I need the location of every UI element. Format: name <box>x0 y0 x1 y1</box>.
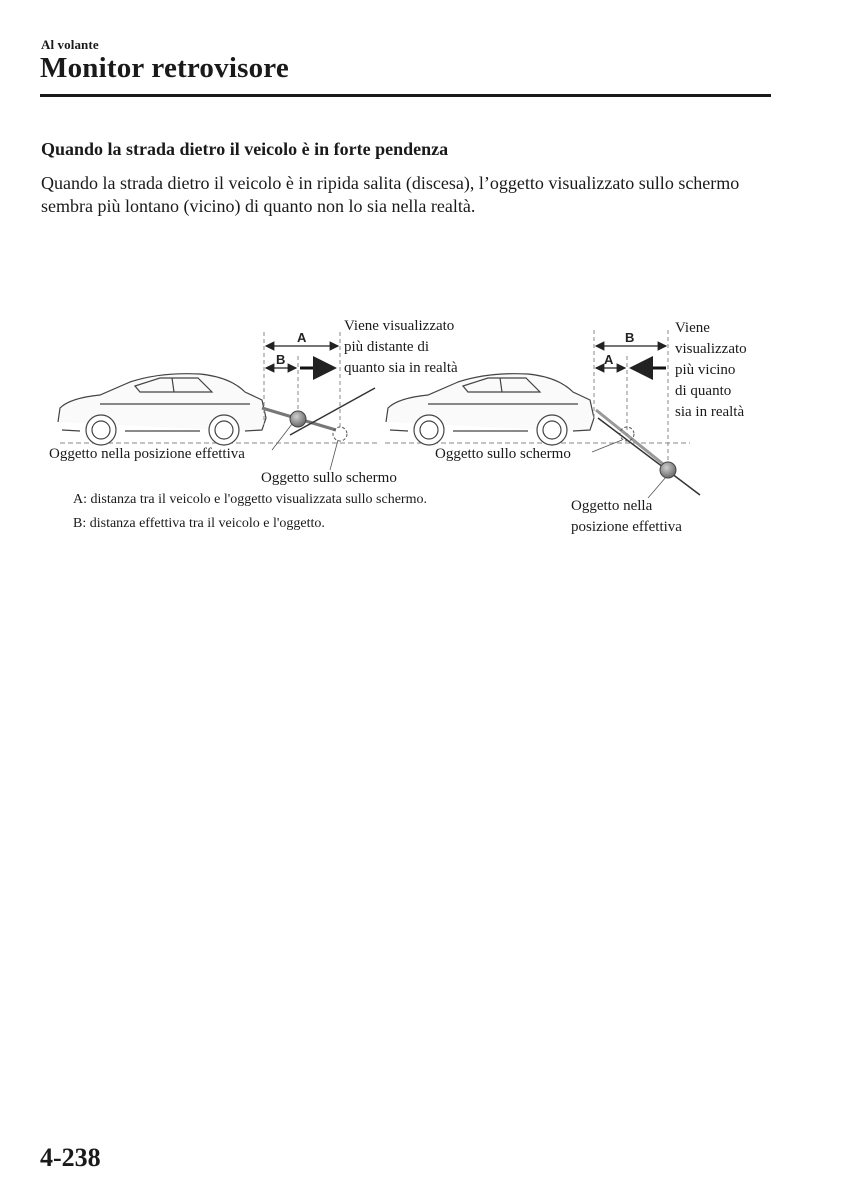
left-actual-label: Oggetto nella posizione effettiva <box>49 446 245 462</box>
title-rule <box>40 94 771 97</box>
right-caption <box>675 318 747 423</box>
note-b: B: distanza effettiva tra il veicolo e l'oggetto. <box>73 516 325 531</box>
page-title: Monitor retrovisore <box>40 52 289 84</box>
right-caption-line: Viene <box>675 320 710 336</box>
downhill-slope <box>598 418 700 495</box>
car-left-icon <box>58 374 266 445</box>
slope-figure <box>0 300 845 560</box>
left-caption <box>344 316 458 379</box>
marker-b-label: B <box>625 330 635 345</box>
left-caption-line: Viene visualizzato <box>344 318 455 334</box>
right-screen-label: Oggetto sullo schermo <box>435 446 571 462</box>
actual-object-icon <box>660 462 676 478</box>
body-paragraph: Quando la strada dietro il veicolo è in ripida salita (discesa), l’oggetto visualizzato sullo schermo sembra più lontano (vicino) di quanto non lo sia nella realtà. <box>41 173 740 216</box>
marker-a-label: A <box>604 352 614 367</box>
marker-a-label: A <box>297 330 307 345</box>
right-actual-label <box>571 496 682 538</box>
left-caption-line: quanto sia in realtà <box>344 360 458 376</box>
left-caption-line: più distante di <box>344 339 429 355</box>
note-a: A: distanza tra il veicolo e l'oggetto visualizzata sullo schermo. <box>73 492 427 507</box>
page-number: 4-238 <box>40 1143 101 1172</box>
right-caption-line: più vicino <box>675 362 736 378</box>
screen-object-icon <box>333 427 347 441</box>
actual-object-icon <box>290 411 306 427</box>
marker-b-label: B <box>276 352 286 367</box>
right-actual-label-line: Oggetto nella <box>571 498 653 514</box>
left-screen-label: Oggetto sullo schermo <box>261 470 397 486</box>
sub-heading: Quando la strada dietro il veicolo è in forte pendenza <box>41 139 449 159</box>
right-caption-line: di quanto <box>675 383 732 399</box>
right-caption-line: sia in realtà <box>675 404 745 420</box>
right-caption-line: visualizzato <box>675 341 747 357</box>
right-actual-label-line: posizione effettiva <box>571 519 682 535</box>
section-label: Al volante <box>41 37 99 52</box>
car-right-icon <box>386 374 594 445</box>
